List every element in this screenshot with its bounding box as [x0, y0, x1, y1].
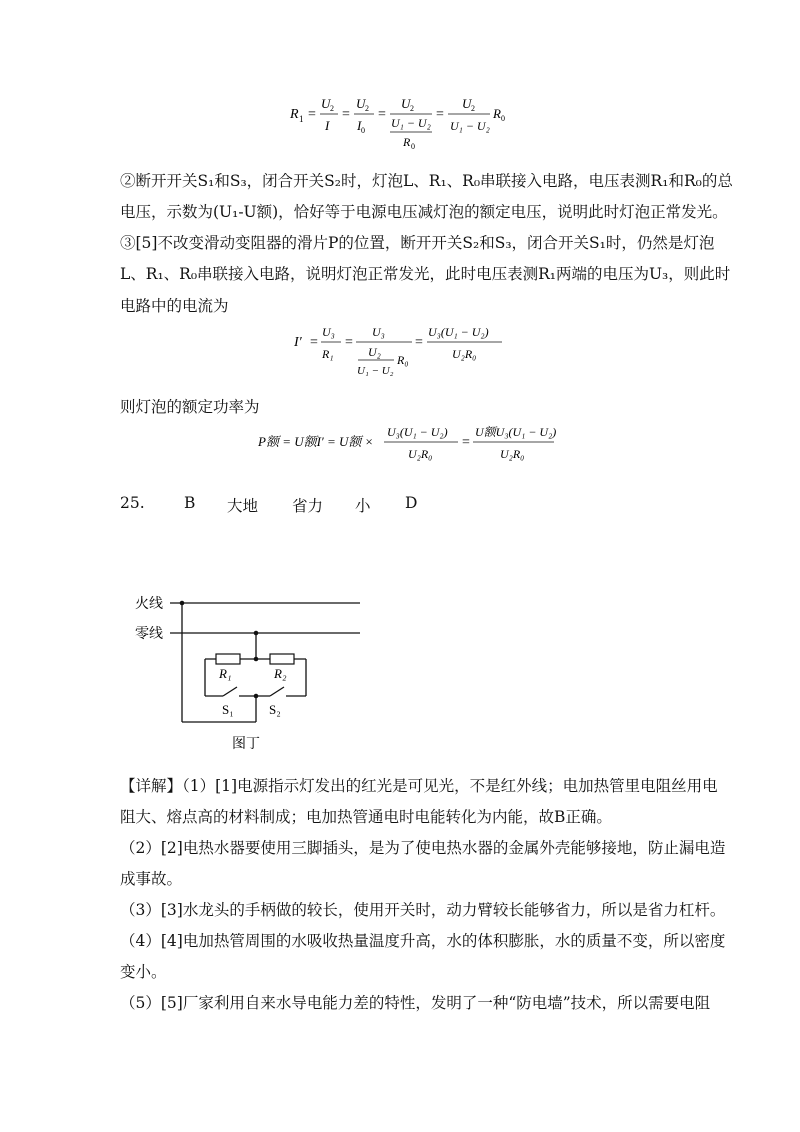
f1-frac3-den-bot: R — [403, 135, 411, 149]
f3-lhs: P额 = U额I′ = U额 × — [258, 434, 374, 449]
svg-text:=: = — [462, 435, 470, 450]
s2-label: S₂ — [269, 702, 281, 717]
formula-r1-svg — [290, 92, 530, 154]
paragraph-step3-line2: L、R₁、R₀串联接入电路，说明灯泡正常发光，此时电压表测R₁两端的电压为U₃，则此时 — [120, 265, 731, 283]
paragraph-step2-line1: ②断开开关S₁和S₃，闭合开关S₂时，灯泡L、R₁、R₀串联接入电路，电压表测R₁和R₀的总 — [120, 172, 733, 190]
circuit-svg — [120, 590, 370, 760]
detail-line-4: 成事故。 — [120, 870, 183, 888]
svg-text:0: 0 — [361, 126, 365, 135]
f2-t3-num: U₃(U₁ − U₂) — [428, 325, 489, 339]
f2-t1-den: R₁ — [322, 347, 334, 361]
f2-t2-den-bot: U₁ − U₂ — [357, 365, 394, 377]
svg-text:=: = — [342, 107, 350, 122]
f1-lhs: R — [290, 107, 299, 122]
f1-frac3-num: U — [401, 96, 411, 111]
f3-t1-den: U₂R₀ — [408, 447, 433, 461]
svg-text:2: 2 — [410, 104, 414, 113]
live-wire-label: 火线 — [135, 597, 163, 612]
svg-text:=: = — [378, 107, 386, 122]
circuit-diagram — [120, 590, 370, 764]
svg-text:=: = — [415, 335, 423, 350]
s1-label: S₁ — [222, 702, 234, 717]
svg-text:0: 0 — [411, 142, 415, 151]
formula-r1 — [290, 92, 530, 159]
svg-text:=: = — [308, 107, 316, 122]
detail-line-5: （3）[3]水龙头的手柄做的较长，使用开关时，动力臂较长能够省力，所以是省力杠杆。 — [120, 901, 726, 919]
detail-line-3: （2）[2]电热水器要使用三脚插头，是为了使电热水器的金属外壳能够接地，防止漏电造 — [120, 839, 726, 857]
answer-2: 大地 — [227, 497, 259, 515]
paragraph-step2-line2: 电压，示数为(U₁-U额)，恰好等于电源电压减灯泡的额定电压，说明此时灯泡正常发光。 — [120, 203, 728, 221]
detail-line-8: （5）[5]厂家利用自来水导电能力差的特性，发明了一种“防电墙”技术，所以需要电阻 — [120, 994, 711, 1012]
answer-3: 省力 — [292, 497, 324, 515]
f2-t1-num: U₃ — [322, 325, 335, 339]
r2-label: R₂ — [274, 666, 287, 681]
f1-tail: R — [493, 106, 501, 121]
f1-frac3-den-top: U₁ − U₂ — [391, 116, 431, 130]
formula-current-svg — [294, 320, 524, 382]
formula-rated-power-svg — [258, 420, 558, 470]
f3-t2-num: U额U₃(U₁ − U₂) — [475, 425, 557, 439]
circuit-caption: 图丁 — [232, 737, 260, 752]
detail-line-6: （4）[4]电加热管周围的水吸收热量温度升高，水的体积膨胀，水的质量不变，所以密度 — [120, 932, 726, 950]
f1-frac1-den: I — [325, 118, 330, 133]
svg-text:0: 0 — [501, 114, 505, 123]
f1-frac2-num: U — [356, 96, 366, 111]
svg-text:=: = — [345, 335, 353, 350]
formula-current — [294, 320, 524, 387]
neutral-wire-label: 零线 — [135, 627, 163, 642]
f1-frac4-num: U — [462, 96, 472, 111]
answer-4: 小 — [355, 497, 371, 515]
resistor-r1 — [216, 654, 240, 664]
svg-text:2: 2 — [365, 104, 369, 113]
f1-frac1-num: U — [321, 96, 331, 111]
formula-rated-power — [258, 420, 558, 475]
f1-lhs-sub: 1 — [299, 114, 304, 124]
f2-t3-den: U₂R₀ — [452, 347, 477, 361]
f2-lhs: I′ — [294, 335, 302, 350]
svg-text:=: = — [436, 107, 444, 122]
question-number: 25. — [120, 494, 145, 512]
answer-1: B — [184, 494, 196, 512]
f1-frac4-den: U₁ − U₂ — [450, 119, 490, 133]
detail-line-2: 阻大、熔点高的材料制成；电加热管通电时电能转化为内能，故B正确。 — [120, 808, 612, 826]
paragraph-step3-line3: 电路中的电流为 — [120, 297, 229, 315]
f3-t2-den: U₂R₀ — [500, 447, 525, 461]
f2-t2-num: U₃ — [372, 325, 385, 339]
f1-frac2-den: I — [357, 118, 362, 133]
svg-text:2: 2 — [330, 104, 334, 113]
rated-power-intro: 则灯泡的额定功率为 — [120, 398, 260, 416]
r1-label: R₁ — [219, 666, 232, 681]
f2-t2-den-top: U₂ — [368, 345, 381, 359]
answer-5: D — [405, 494, 418, 512]
f3-t1-num: U₃(U₁ − U₂) — [387, 425, 448, 439]
svg-text:2: 2 — [471, 104, 475, 113]
detail-line-7: 变小。 — [120, 963, 167, 981]
detail-line-1: 【详解】（1）[1]电源指示灯发出的红光是可见光，不是红外线；电加热管里电阻丝用电 — [120, 777, 718, 795]
resistor-r2 — [270, 654, 294, 664]
svg-text:=: = — [310, 335, 318, 350]
f2-t2-tail: R₀ — [397, 353, 409, 367]
paragraph-step3-line1: ③[5]不改变滑动变阻器的滑片P的位置，断开开关S₂和S₃，闭合开关S₁时，仍然是灯泡 — [120, 234, 715, 252]
